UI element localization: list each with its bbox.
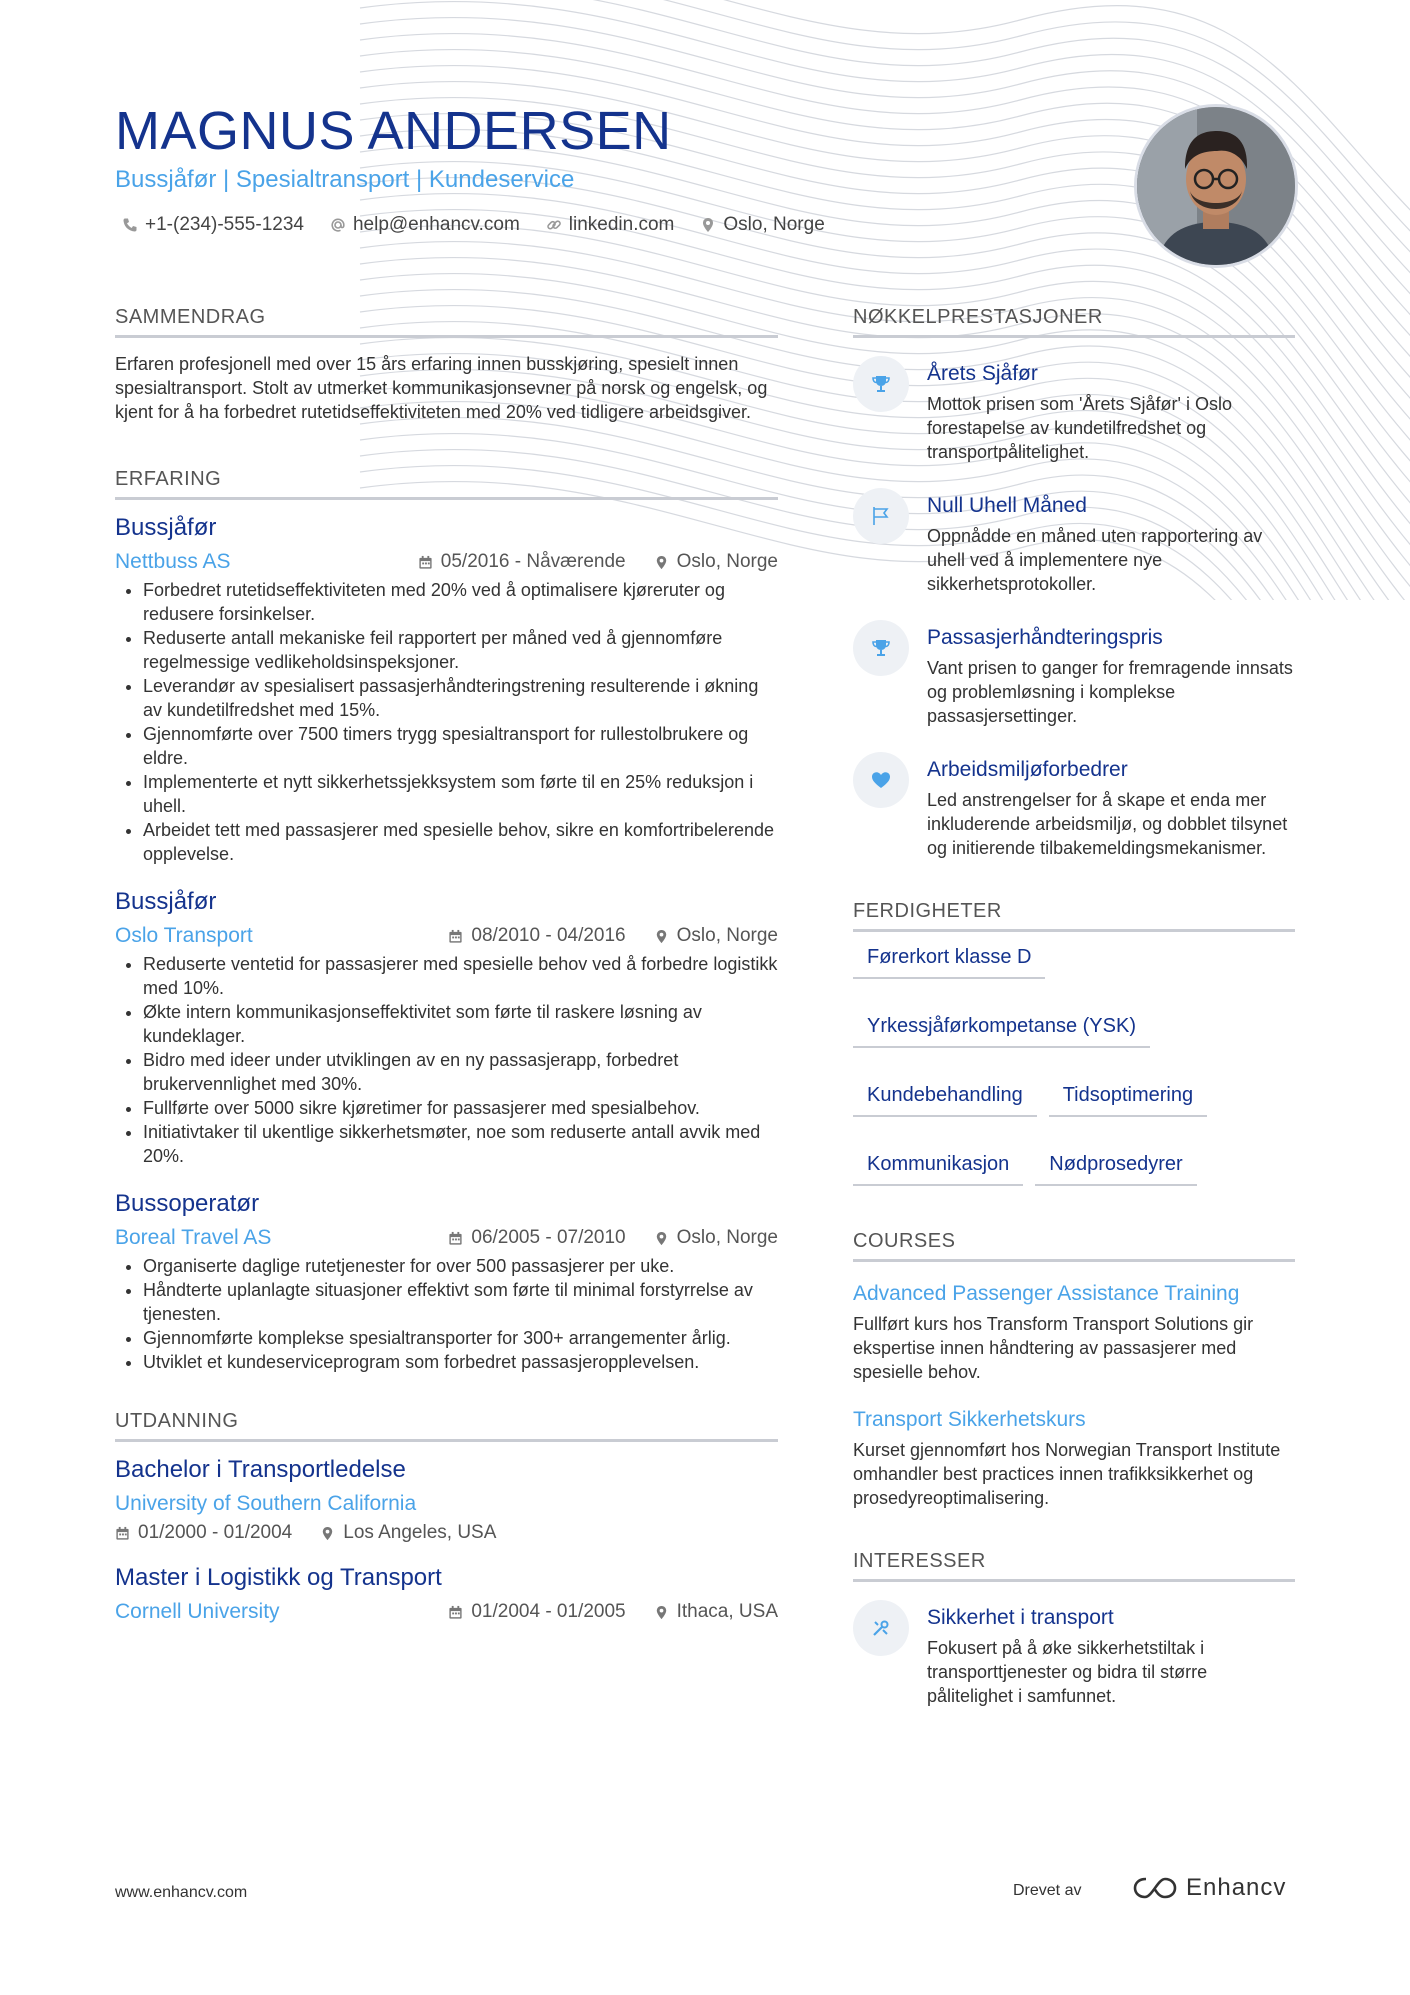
email-text: help@enhancv.com (352, 214, 520, 235)
calendar-icon (418, 555, 433, 570)
education-dates (115, 1522, 292, 1544)
phone-icon (122, 217, 138, 233)
contact-bar (122, 214, 825, 236)
footer-url[interactable]: www.enhancv.com (115, 1884, 248, 1901)
location-pin-icon (320, 1526, 335, 1541)
job-location-text: Oslo, Norge (676, 551, 778, 572)
job-title: Bussjåfør (115, 888, 217, 915)
location-pin-icon (654, 555, 669, 570)
achievement-content (927, 758, 1295, 860)
headline: Bussjåfør | Spesialtransport | Kundeservice (115, 166, 575, 193)
course-list (853, 1282, 1295, 1510)
contact-linkedin[interactable] (546, 214, 675, 236)
tools-icon (869, 1616, 893, 1640)
school-name: Cornell University (115, 1600, 280, 1623)
experience-bullet: • Arbeidet tett med passasjerer med spesielle behov, sikre en komfortribelerende opplevelse. (143, 818, 778, 866)
heart-icon (869, 768, 893, 792)
avatar (1134, 104, 1298, 268)
contact-location (700, 214, 824, 236)
company-name: Boreal Travel AS (115, 1226, 272, 1249)
education-dates-text: 01/2000 - 01/2004 (138, 1522, 293, 1543)
candidate-name: MAGNUS ANDERSEN (115, 101, 672, 161)
job-dates-text: 05/2016 - Nåværende (440, 551, 626, 572)
company-name: Oslo Transport (115, 924, 253, 947)
experience-entry (115, 1190, 778, 1374)
job-title: Bussjåfør (115, 514, 217, 541)
job-meta (115, 550, 778, 574)
achievement-content (927, 362, 1295, 464)
experience-bullet: • Gjennomførte komplekse spesialtransporter for 300+ arrangementer årlig. (143, 1326, 778, 1350)
job-location (654, 1227, 778, 1249)
experience-bullet: • Utviklet et kundeserviceprogram som forbedret passasjeropplevelsen. (143, 1350, 778, 1374)
company-name: Nettbuss AS (115, 550, 231, 573)
section-title-experience: ERFARING (115, 468, 778, 500)
experience-bullet: • Reduserte antall mekaniske feil rapportert per måned ved å gjennomføre regelmessige vedlikeholdsinspeksjoner. (143, 626, 778, 674)
location-pin-icon (654, 1231, 669, 1246)
interest-item (853, 1606, 1295, 1708)
experience-bullet: • Håndterte uplanlagte situasjoner effektivt som førte til minimal forstyrrelse av tjenesten. (143, 1278, 778, 1326)
job-location (654, 551, 778, 573)
course-title: Transport Sikkerhetskurs (853, 1408, 1086, 1431)
experience-bullet: • Leverandør av spesialisert passasjerhåndteringstrening resulterende i økning av kundetilfredshet med 15%. (143, 674, 778, 722)
location-text: Oslo, Norge (723, 214, 825, 235)
achievement-title: Arbeidsmiljøforbedrer (927, 758, 1128, 781)
achievement-description: Vant prisen to ganger for fremragende innsats og problemløsning i komplekse passasjersettinger. (927, 658, 1293, 726)
education-dates-text: 01/2004 - 01/2005 (471, 1601, 626, 1622)
degree-title: Bachelor i Transportledelse (115, 1456, 406, 1483)
right-column (853, 306, 1295, 1738)
interest-icon-wrapper (853, 1600, 909, 1656)
calendar-icon (115, 1526, 130, 1541)
skill-tag: Kundebehandling (853, 1084, 1037, 1117)
experience-list (115, 514, 778, 1374)
experience-bullets (115, 1254, 778, 1374)
interest-list (853, 1606, 1295, 1708)
job-title: Bussoperatør (115, 1190, 260, 1217)
education-location (320, 1522, 496, 1544)
course-description: Kurset gjennomført hos Norwegian Transport Institute omhandler best practices innen trafikksikkerhet og prosedyreoptimalisering. (853, 1440, 1281, 1508)
achievement-icon-wrapper (853, 620, 909, 676)
achievement-item (853, 626, 1295, 728)
experience-bullet: • Gjennomførte over 7500 timers trygg spesialtransport for rullestolbrukere og eldre. (143, 722, 778, 770)
job-location-text: Oslo, Norge (676, 925, 778, 946)
section-title-education: UTDANNING (115, 1410, 778, 1442)
experience-bullet: • Reduserte ventetid for passasjerer med spesielle behov ved å forbedre logistikk med 10%. (143, 952, 778, 1000)
job-meta (115, 924, 778, 948)
interest-title: Sikkerhet i transport (927, 1606, 1114, 1629)
achievement-icon-wrapper (853, 488, 909, 544)
education-entry (115, 1456, 778, 1544)
skill-tag: Nødprosedyrer (1035, 1153, 1196, 1186)
skill-list (853, 946, 1295, 1186)
achievement-content (927, 494, 1295, 596)
experience-bullet: • Organiserte daglige rutetjenester for over 500 passasjerer per uke. (143, 1254, 778, 1278)
school-name: University of Southern California (115, 1492, 417, 1515)
education-location (654, 1601, 778, 1623)
achievement-title: Passasjerhåndteringspris (927, 626, 1163, 649)
enhancv-logo-text: Enhancv (1186, 1874, 1287, 1901)
calendar-icon (448, 1605, 463, 1620)
calendar-icon (448, 1231, 463, 1246)
footer-powered-by: Drevet av (1013, 1882, 1082, 1899)
education-meta (115, 1600, 778, 1624)
achievement-item (853, 758, 1295, 860)
course-title: Advanced Passenger Assistance Training (853, 1282, 1240, 1305)
achievement-description: Oppnådde en måned uten rapportering av uhell ved å implementere nye sikkerhetsprotokoller. (927, 526, 1263, 594)
interest-content (927, 1606, 1295, 1708)
experience-bullet: • Initiativtaker til ukentlige sikkerhetsmøter, noe som reduserte antall avvik med 20%. (143, 1120, 778, 1168)
job-location (654, 925, 778, 947)
link-icon (546, 217, 562, 233)
location-pin-icon (654, 1605, 669, 1620)
achievement-icon-wrapper (853, 356, 909, 412)
phone-text: +1-(234)-555-1234 (145, 214, 304, 235)
trophy-icon (869, 636, 893, 660)
job-location-text: Oslo, Norge (676, 1227, 778, 1248)
education-location-text: Los Angeles, USA (343, 1522, 497, 1543)
course-description: Fullført kurs hos Transform Transport Solutions gir ekspertise innen håndtering av passasjerer med spesielle behov. (853, 1314, 1254, 1382)
achievement-description: Mottok prisen som 'Årets Sjåfør' i Oslo forestapelse av kundetilfredshet og transportpålitelighet. (927, 394, 1232, 462)
section-title-interests: INTERESSER (853, 1550, 1295, 1582)
education-entry (115, 1564, 778, 1624)
achievement-title: Null Uhell Måned (927, 494, 1087, 517)
course-item (853, 1408, 1295, 1510)
experience-bullets (115, 952, 778, 1168)
experience-bullet: • Økte intern kommunikasjonseffektivitet som førte til raskere løsning av kundeklager. (143, 1000, 778, 1048)
trophy-icon (869, 372, 893, 396)
linkedin-text: linkedin.com (568, 214, 675, 235)
section-title-skills: FERDIGHETER (853, 900, 1295, 932)
section-title-achievements: NØKKELPRESTASJONER (853, 306, 1295, 338)
job-dates-text: 06/2005 - 07/2010 (471, 1227, 626, 1248)
job-dates (448, 1227, 625, 1249)
achievement-list (853, 362, 1295, 860)
achievement-content (927, 626, 1295, 728)
course-item (853, 1282, 1295, 1384)
flag-icon (869, 504, 893, 528)
achievement-title: Årets Sjåfør (927, 362, 1038, 385)
achievement-icon-wrapper (853, 752, 909, 808)
job-dates (448, 925, 625, 947)
job-meta (115, 1226, 778, 1250)
experience-entry (115, 514, 778, 866)
achievement-item (853, 362, 1295, 464)
education-meta (115, 1522, 778, 1544)
education-location-text: Ithaca, USA (676, 1601, 778, 1622)
contact-phone[interactable] (122, 214, 304, 236)
experience-bullet: • Fullførte over 5000 sikre kjøretimer for passasjerer med spesialbehov. (143, 1096, 778, 1120)
experience-bullets (115, 578, 778, 866)
achievement-item (853, 494, 1295, 596)
section-title-courses: COURSES (853, 1230, 1295, 1262)
experience-bullet: • Bidro med ideer under utviklingen av en ny passasjerapp, forbedret brukervennlighet med 30%. (143, 1048, 778, 1096)
avatar-portrait-icon (1137, 107, 1295, 265)
contact-email[interactable] (330, 214, 520, 236)
skill-tag: Tidsoptimering (1049, 1084, 1207, 1117)
interest-description: Fokusert på å øke sikkerhetstiltak i transporttjenester og bidra til større pålitelighet i samfunnet. (927, 1638, 1208, 1706)
degree-title: Master i Logistikk og Transport (115, 1564, 442, 1591)
at-icon (330, 217, 346, 233)
experience-bullet: • Forbedret rutetidseffektiviteten med 20% ved å optimalisere kjøreruter og redusere forsinkelser. (143, 578, 778, 626)
achievement-description: Led anstrengelser for å skape et enda mer inkluderende arbeidsmiljø, og dobblet tilsynet og initierende tilbakemeldingsmekanismer. (927, 790, 1288, 858)
job-dates (418, 551, 626, 573)
enhancv-logo[interactable] (1132, 1874, 1286, 1902)
enhancv-logo-icon (1132, 1875, 1178, 1901)
calendar-icon (448, 929, 463, 944)
skill-tag: Yrkessjåførkompetanse (YSK) (853, 1015, 1150, 1048)
location-pin-icon (700, 217, 716, 233)
education-dates (448, 1601, 625, 1623)
skill-tag: Kommunikasjon (853, 1153, 1023, 1186)
location-pin-icon (654, 929, 669, 944)
section-title-summary: SAMMENDRAG (115, 306, 778, 338)
job-dates-text: 08/2010 - 04/2016 (471, 925, 626, 946)
experience-entry (115, 888, 778, 1168)
left-column (115, 306, 778, 1644)
skill-tag: Førerkort klasse D (853, 946, 1045, 979)
summary-text: Erfaren profesjonell med over 15 års erfaring innen busskjøring, spesielt innen spesialtransport. Stolt av utmerket kommunikasjonsevner på norsk og engelsk, og kjent for å ha forbedret rutetidseffektiviteten med 20% ved tidligere arbeidsgiver. (115, 354, 768, 422)
experience-bullet: • Implementerte et nytt sikkerhetssjekksystem som førte til en 25% reduksjon i uhell. (143, 770, 778, 818)
